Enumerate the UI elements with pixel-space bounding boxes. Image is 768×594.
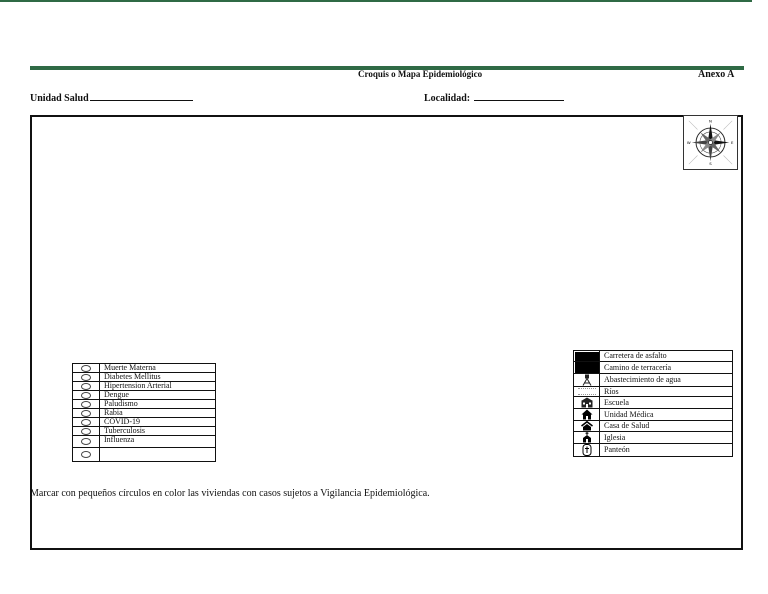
localidad-blank[interactable] (474, 91, 564, 101)
legend-row (574, 386, 733, 396)
footer-instruction: Marcar con pequeños círculos en color las viviendas con casos sujetos a Vigilancia Epidemiológica. (30, 488, 430, 499)
symbol-label: Abastecimiento de agua (600, 373, 733, 386)
disease-label: Paludismo (100, 400, 216, 409)
dirt-road-icon (575, 362, 599, 373)
symbol-label: Unidad Médica (600, 408, 733, 420)
legend-row (574, 396, 733, 408)
legend-row (574, 351, 733, 362)
symbol-label: Casa de Salud (600, 420, 733, 431)
symbol-label: Camino de terracería (600, 361, 733, 373)
disease-legend (72, 363, 216, 462)
clinic-icon (581, 409, 593, 420)
symbol-label: Iglesia (600, 431, 733, 443)
church-icon (582, 432, 592, 443)
compass-n: N (709, 118, 712, 124)
map-symbols-legend (573, 350, 733, 457)
map-drawing-area[interactable] (30, 115, 743, 550)
school-icon (580, 397, 594, 408)
disease-label: Muerte Materna (100, 364, 216, 373)
legend-row[interactable] (73, 448, 216, 462)
compass-s: S (709, 161, 712, 167)
disease-label: Diabetes Mellitus (100, 373, 216, 382)
localidad-label: Localidad: (424, 93, 471, 104)
form-title: Croquis o Mapa Epidemiológico (358, 69, 483, 79)
compass-w: W (686, 139, 691, 145)
localidad-field[interactable] (424, 91, 564, 104)
cemetery-icon (582, 444, 592, 456)
marker-circle-icon[interactable] (81, 401, 91, 408)
symbol-label: Panteón (600, 443, 733, 456)
river-icon (578, 388, 596, 395)
legend-row (574, 408, 733, 420)
legend-row (574, 431, 733, 443)
legend-row (574, 420, 733, 431)
marker-circle-icon[interactable] (81, 374, 91, 381)
paved-road-icon (575, 352, 599, 361)
disease-label[interactable] (100, 448, 216, 462)
legend-row[interactable] (73, 427, 216, 436)
unidad-salud-label: Unidad Salud (30, 93, 89, 104)
legend-row (574, 361, 733, 373)
marker-circle-icon[interactable] (81, 392, 91, 399)
marker-circle-icon[interactable] (81, 365, 91, 372)
marker-circle-icon[interactable] (81, 451, 91, 458)
disease-label: Hipertension Arterial (100, 382, 216, 391)
unidad-salud-field[interactable] (30, 91, 193, 104)
health-house-icon (581, 421, 593, 431)
water-tower-icon (581, 374, 593, 386)
symbol-label: Escuela (600, 396, 733, 408)
marker-circle-icon[interactable] (81, 410, 91, 417)
disease-label: COVID-19 (100, 418, 216, 427)
disease-label: Tuberculosis (100, 427, 216, 436)
symbol-label: Ríos (600, 386, 733, 396)
compass-e: E (730, 139, 734, 145)
disease-label: Influenza (100, 436, 216, 448)
legend-row[interactable] (73, 409, 216, 418)
legend-row (574, 443, 733, 456)
marker-circle-icon[interactable] (81, 419, 91, 426)
marker-circle-icon[interactable] (81, 428, 91, 435)
disease-label: Rabia (100, 409, 216, 418)
unidad-salud-blank[interactable] (90, 91, 193, 101)
legend-row[interactable] (73, 436, 216, 448)
marker-circle-icon[interactable] (81, 438, 91, 445)
symbol-label: Carretera de asfalto (600, 351, 733, 362)
legend-row[interactable] (73, 391, 216, 400)
annex-label: Anexo A (698, 69, 735, 80)
disease-label: Dengue (100, 391, 216, 400)
legend-row[interactable] (73, 382, 216, 391)
legend-row[interactable] (73, 400, 216, 409)
marker-circle-icon[interactable] (81, 383, 91, 390)
top-rule (0, 0, 752, 2)
legend-row (574, 373, 733, 386)
compass-rose-icon (683, 115, 738, 170)
